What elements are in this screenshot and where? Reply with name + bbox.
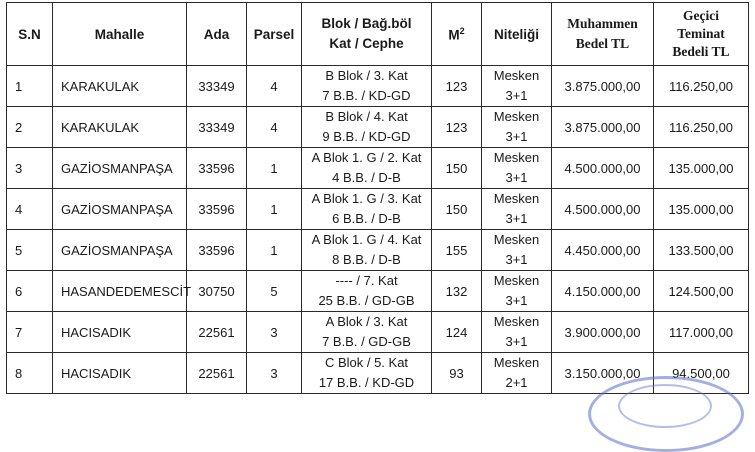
cell-sn: 4 [7, 189, 53, 230]
cell-blok-line2: 8 B.B. / D-B [332, 252, 401, 267]
cell-mahalle: KARAKULAK [53, 66, 187, 107]
cell-blok-line2: 4 B.B. / D-B [332, 170, 401, 185]
cell-ada: 22561 [187, 353, 247, 394]
cell-blok-line1: B Blok / 4. Kat [325, 109, 408, 124]
cell-nitelik-line1: Mesken [493, 191, 540, 206]
cell-parsel: 3 [247, 353, 302, 394]
table-row [7, 148, 749, 189]
cell-nitelik [482, 353, 552, 394]
cell-nitelik [482, 107, 552, 148]
cell-mahalle: GAZİOSMANPAŞA [53, 148, 187, 189]
cell-teminat: 117.000,00 [654, 312, 749, 353]
cell-nitelik-line2: 3+1 [505, 129, 528, 144]
cell-teminat: 116.250,00 [654, 66, 749, 107]
cell-teminat: 94.500,00 [654, 353, 749, 394]
cell-nitelik-line2: 3+1 [505, 252, 528, 267]
cell-mahalle: GAZİOSMANPAŞA [53, 189, 187, 230]
header-m2 [432, 3, 482, 66]
cell-parsel: 4 [247, 66, 302, 107]
table-row [7, 312, 749, 353]
cell-blok-line1: A Blok / 3. Kat [325, 314, 408, 329]
header-gecici-line3: Bedeli TL [672, 44, 730, 59]
header-blok-line2: Kat / Cephe [329, 36, 404, 51]
cell-nitelik-line1: Mesken [493, 232, 540, 247]
cell-ada: 33596 [187, 189, 247, 230]
cell-parsel: 1 [247, 230, 302, 271]
cell-muhammen: 4.150.000,00 [552, 271, 654, 312]
cell-m2: 123 [432, 107, 482, 148]
cell-sn: 3 [7, 148, 53, 189]
official-stamp-inner [618, 384, 712, 428]
cell-muhammen: 3.900.000,00 [552, 312, 654, 353]
cell-m2: 93 [432, 353, 482, 394]
cell-sn: 6 [7, 271, 53, 312]
cell-mahalle: HACISADIK [53, 353, 187, 394]
cell-nitelik [482, 312, 552, 353]
cell-blok [302, 271, 432, 312]
cell-nitelik [482, 148, 552, 189]
cell-blok [302, 312, 432, 353]
cell-sn: 1 [7, 66, 53, 107]
cell-ada: 33349 [187, 66, 247, 107]
header-muhammen-line1: Muhammen [567, 16, 638, 31]
cell-mahalle: GAZİOSMANPAŞA [53, 230, 187, 271]
table-row [7, 230, 749, 271]
header-blok-line1: Blok / Bağ.böl [321, 16, 412, 31]
table-row [7, 107, 749, 148]
cell-teminat: 116.250,00 [654, 107, 749, 148]
cell-blok [302, 148, 432, 189]
cell-blok-line2: 7 B.B. / GD-GB [322, 334, 411, 349]
cell-muhammen: 3.875.000,00 [552, 66, 654, 107]
cell-nitelik [482, 66, 552, 107]
cell-muhammen: 3.875.000,00 [552, 107, 654, 148]
cell-blok-line1: C Blok / 5. Kat [324, 355, 409, 370]
cell-nitelik-line2: 3+1 [505, 170, 528, 185]
cell-muhammen: 4.500.000,00 [552, 189, 654, 230]
cell-blok-line1: A Blok 1. G / 3. Kat [311, 191, 422, 206]
cell-nitelik-line2: 3+1 [505, 293, 528, 308]
header-niteligi: Niteliği [482, 3, 552, 66]
header-gecici-line2: Teminat [677, 26, 725, 41]
cell-blok-line1: A Blok 1. G / 4. Kat [311, 232, 422, 247]
cell-blok [302, 189, 432, 230]
cell-nitelik-line1: Mesken [493, 68, 540, 83]
cell-nitelik [482, 189, 552, 230]
cell-blok [302, 353, 432, 394]
header-muhammen-line2: Bedel TL [575, 36, 630, 51]
cell-parsel: 3 [247, 312, 302, 353]
header-m2-label: M [448, 27, 460, 43]
cell-sn: 5 [7, 230, 53, 271]
cell-nitelik-line2: 3+1 [505, 334, 528, 349]
header-m2-sup: 2 [459, 25, 465, 36]
cell-muhammen: 4.450.000,00 [552, 230, 654, 271]
header-sn: S.N [7, 3, 53, 66]
cell-sn: 7 [7, 312, 53, 353]
cell-m2: 150 [432, 148, 482, 189]
cell-blok-line2: 6 B.B. / D-B [332, 211, 401, 226]
cell-parsel: 4 [247, 107, 302, 148]
cell-nitelik-line1: Mesken [493, 314, 540, 329]
cell-ada: 22561 [187, 312, 247, 353]
table-row [7, 271, 749, 312]
cell-mahalle: KARAKULAK [53, 107, 187, 148]
cell-ada: 33596 [187, 230, 247, 271]
cell-blok-line1: A Blok 1. G / 2. Kat [311, 150, 422, 165]
cell-blok-line2: 7 B.B. / KD-GD [322, 88, 411, 103]
cell-blok-line2: 9 B.B. / KD-GD [322, 129, 411, 144]
cell-m2: 150 [432, 189, 482, 230]
header-blok [302, 3, 432, 66]
cell-m2: 123 [432, 66, 482, 107]
cell-blok [302, 230, 432, 271]
header-ada: Ada [187, 3, 247, 66]
cell-blok-line1: ---- / 7. Kat [335, 273, 398, 288]
cell-nitelik [482, 271, 552, 312]
cell-blok-line2: 17 B.B. / KD-GD [318, 375, 415, 390]
cell-blok [302, 107, 432, 148]
header-gecici-line1: Geçici [683, 8, 719, 23]
cell-m2: 124 [432, 312, 482, 353]
cell-mahalle: HACISADIK [53, 312, 187, 353]
cell-sn: 8 [7, 353, 53, 394]
cell-mahalle: HASANDEDEMESCİT [53, 271, 187, 312]
cell-teminat: 135.000,00 [654, 189, 749, 230]
cell-teminat: 135.000,00 [654, 148, 749, 189]
header-parsel: Parsel [247, 3, 302, 66]
cell-sn: 2 [7, 107, 53, 148]
cell-parsel: 1 [247, 148, 302, 189]
table-header-row [7, 3, 749, 66]
table-row [7, 189, 749, 230]
cell-nitelik-line1: Mesken [493, 109, 540, 124]
header-mahalle: Mahalle [53, 3, 187, 66]
cell-nitelik [482, 230, 552, 271]
cell-teminat: 124.500,00 [654, 271, 749, 312]
cell-muhammen: 4.500.000,00 [552, 148, 654, 189]
header-gecici [654, 3, 749, 66]
cell-nitelik-line2: 2+1 [505, 375, 528, 390]
cell-nitelik-line2: 3+1 [505, 211, 528, 226]
cell-nitelik-line2: 3+1 [505, 88, 528, 103]
cell-blok-line1: B Blok / 3. Kat [325, 68, 408, 83]
header-muhammen [552, 3, 654, 66]
cell-ada: 30750 [187, 271, 247, 312]
table-row [7, 66, 749, 107]
cell-parsel: 5 [247, 271, 302, 312]
cell-parsel: 1 [247, 189, 302, 230]
cell-m2: 155 [432, 230, 482, 271]
cell-blok-line2: 25 B.B. / GD-GB [318, 293, 415, 308]
cell-nitelik-line1: Mesken [493, 150, 540, 165]
cell-ada: 33596 [187, 148, 247, 189]
cell-nitelik-line1: Mesken [493, 355, 540, 370]
cell-nitelik-line1: Mesken [493, 273, 540, 288]
cell-m2: 132 [432, 271, 482, 312]
cell-blok [302, 66, 432, 107]
cell-teminat: 133.500,00 [654, 230, 749, 271]
cell-ada: 33349 [187, 107, 247, 148]
auction-table [6, 2, 749, 394]
cell-muhammen: 3.150.000,00 [552, 353, 654, 394]
